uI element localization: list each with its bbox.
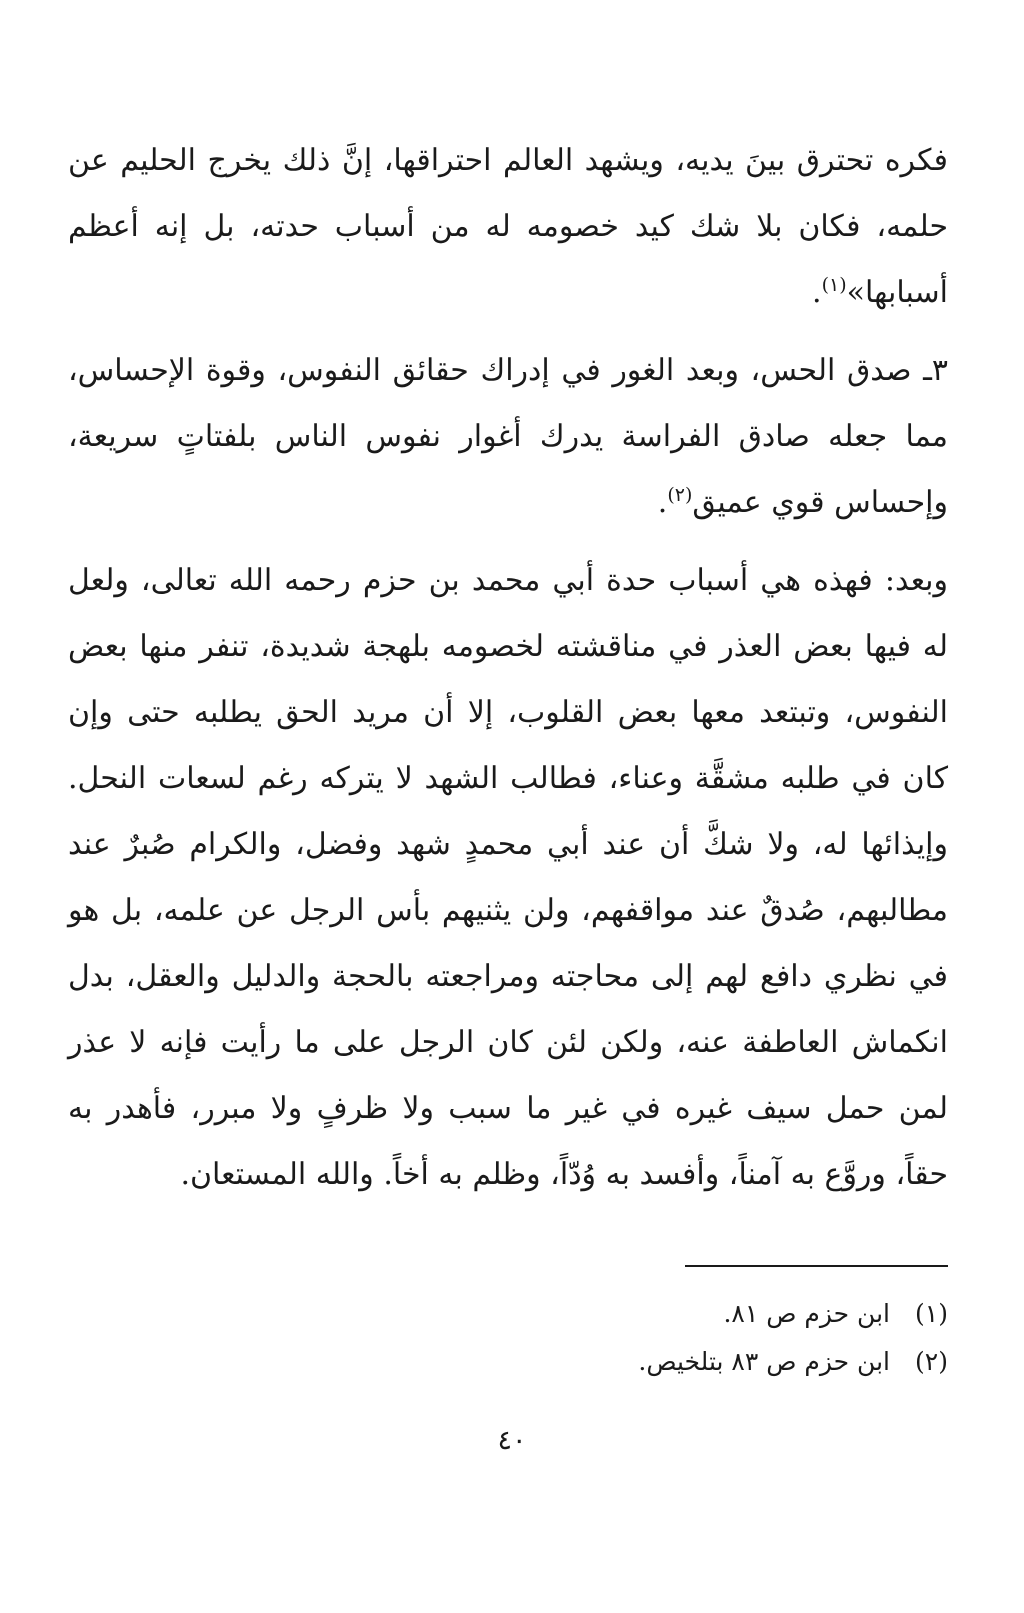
paragraph-text: وبعد: فهذه هي أسباب حدة أبي محمد بن حزم رحمه الله تعالى، ولعل له فيها بعض العذر في مناقشته لخصومه بلهجة شديدة، تنفر منها بعض النفوس، وتبتعد معها بعض القلوب، إلا أن مريد الحق يطلبه حتى وإن كان في طلبه مشقَّة وعناء، فطالب الشهد لا يتركه رغم لسعات النحل. وإيذائها له، ولا شكَّ أن عند أبي محمدٍ شهد وفضل، والكرام صُبرٌ عند مطالبهم، صُدقٌ عند مواقفهم، ولن يثنيهم بأس الرجل عن علمه، بل هو في نظري دافع لهم إلى محاجته ومراجعته بالحجة والدليل والعقل، بدل انكماش العاطفة عنه، ولكن لئن كان الرجل على ما رأيت فإنه لا عذر لمن حمل سيف غيره في غير ما سبب ولا ظرفٍ ولا مبرر، فأهدر به حقاً، وروَّع به آمناً، وأفسد به وُدّاً، وظلم به أخاً. والله المستعان.: [68, 563, 948, 1192]
footnote-number: (٢): [915, 1347, 948, 1376]
footnote-item: [88, 1338, 948, 1386]
footnote-reference: (٢): [667, 484, 693, 506]
paragraph-tail: .: [657, 485, 668, 520]
page-body: [68, 128, 948, 1208]
paragraph-text: ٣ـ صدق الحس، وبعد الغور في إدراك حقائق النفوس، وقوة الإحساس، مما جعله صادق الفراسة يدرك أغوار نفوس الناس بلفتاتٍ سريعة، وإحساس قوي عميق: [68, 353, 948, 520]
footnote-text: ابن حزم ص ٨١.: [723, 1299, 890, 1328]
paragraph-conclusion: [68, 548, 948, 1208]
footnote-divider: [685, 1265, 948, 1267]
footnote-reference: (١): [821, 274, 847, 296]
footnote-number: (١): [915, 1299, 948, 1328]
paragraph-text: فكره تحترق بينَ يديه، ويشهد العالم احتراقها، إنَّ ذلك يخرج الحليم عن حلمه، فكان بلا شك كيد خصومه له من أسباب حدته، بل إنه أعظم أسبابها»: [68, 143, 948, 310]
paragraph-point-three: [68, 338, 948, 536]
paragraph-tail: .: [812, 275, 822, 310]
footnote-text: ابن حزم ص ٨٣ بتلخيص.: [638, 1347, 890, 1376]
page-number: ٤٠: [497, 1425, 527, 1456]
paragraph-quote-end: [68, 128, 948, 326]
footnotes: [88, 1290, 948, 1386]
footnote-item: [88, 1290, 948, 1338]
